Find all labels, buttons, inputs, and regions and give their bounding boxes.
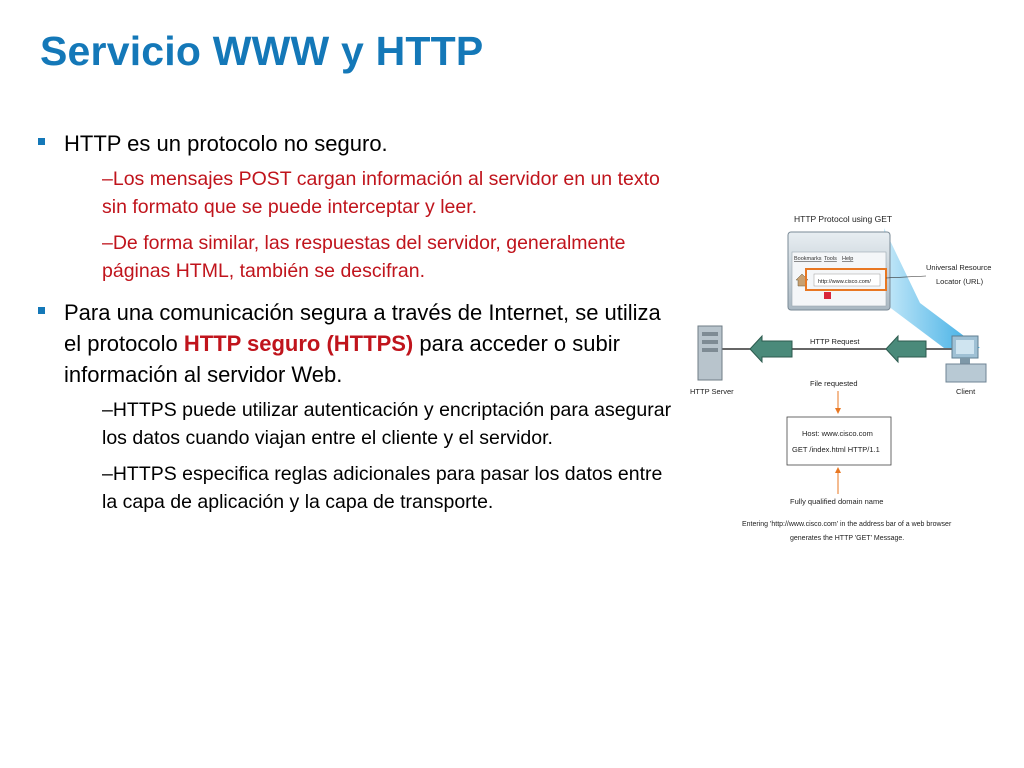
http-request-label: HTTP Request	[810, 337, 860, 346]
bullet-text-post: para acceder o subir información al servidor Web.	[64, 331, 620, 387]
bullet-https	[38, 297, 678, 390]
bullet-square-icon	[38, 138, 45, 145]
sub-bullet-responses: –De forma similar, las respuestas del servidor, generalmente páginas HTML, también se descifran.	[102, 232, 626, 282]
menu-help: Help	[842, 256, 854, 262]
file-requested-arrowhead-icon	[835, 408, 841, 414]
host-line: Host: www.cisco.com	[802, 429, 873, 438]
bullet-text-pre: Para una comunicación segura a través de Internet, se utiliza el protocolo	[64, 300, 661, 356]
server-label: HTTP Server	[690, 387, 734, 396]
client-label: Client	[956, 387, 976, 396]
get-message-box	[787, 417, 891, 465]
request-arrow-left-icon	[750, 336, 792, 362]
url-label-1: Universal Resource	[926, 263, 992, 272]
client-computer-icon	[946, 336, 986, 382]
menu-bookmarks: Bookmarks	[794, 256, 822, 262]
slide-title: Servicio WWW y HTTP	[40, 28, 484, 74]
bullet-http-insecure	[38, 128, 678, 159]
url-text: http://www.cisco.com/	[818, 279, 871, 285]
file-requested-label: File requested	[810, 379, 858, 388]
sub-bullet-https-auth: –HTTPS puede utilizar autenticación y encriptación para asegurar los datos cuando viajan entre el cliente y el servidor.	[102, 399, 672, 449]
slide-content	[38, 128, 678, 516]
http-get-diagram	[684, 208, 1020, 550]
beam-shape	[884, 228, 980, 348]
diagram-title: HTTP Protocol using GET	[794, 214, 893, 224]
sub-bullet-post: –Los mensajes POST cargan información al servidor en un texto sin formato que se puede interceptar y leer.	[102, 168, 660, 218]
url-label-2: Locator (URL)	[936, 277, 984, 286]
fqdn-arrowhead-icon	[835, 467, 841, 473]
request-arrow-right-icon	[886, 336, 926, 362]
browser-window	[788, 232, 890, 310]
bullet-text-emphasis: HTTP seguro (HTTPS)	[183, 331, 414, 356]
stop-icon	[824, 292, 831, 299]
diagram-caption-line-2: generates the HTTP 'GET' Message.	[790, 535, 905, 542]
fqdn-label: Fully qualified domain name	[790, 497, 884, 506]
get-line: GET /index.html HTTP/1.1	[792, 445, 880, 454]
sub-bullet-https-rules: –HTTPS especifica reglas adicionales para pasar los datos entre la capa de aplicación y la capa de transporte.	[102, 463, 663, 513]
diagram-caption-line-1: Entering 'http://www.cisco.com' in the address bar of a web browser	[742, 521, 952, 528]
bullet-square-icon	[38, 307, 45, 314]
server-icon	[698, 326, 722, 380]
bullet-text: HTTP es un protocolo no seguro.	[64, 131, 388, 156]
menu-tools: Tools	[824, 256, 837, 262]
